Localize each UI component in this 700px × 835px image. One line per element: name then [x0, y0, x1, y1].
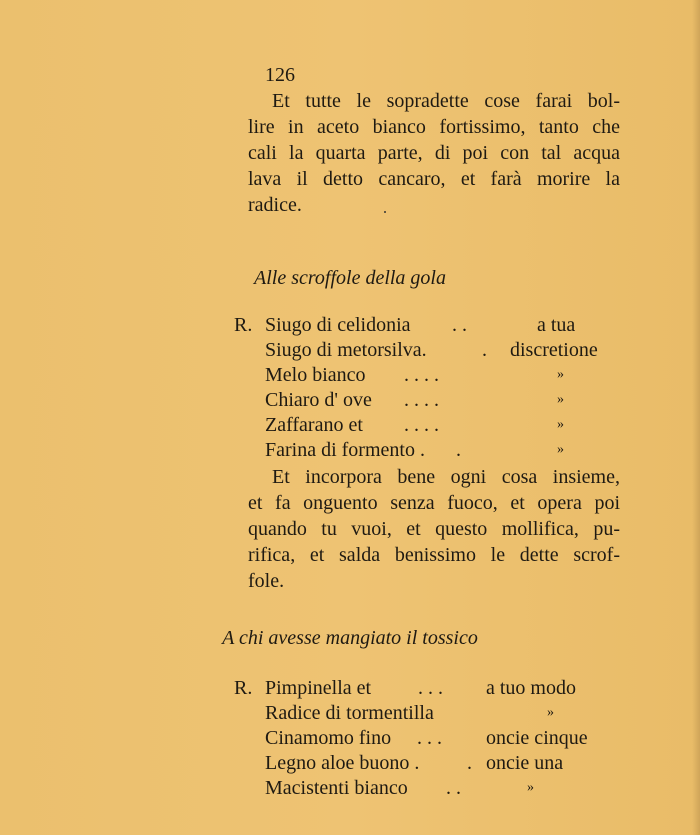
text-line: cali la quarta parte, di poi con tal acqua — [248, 142, 620, 164]
ingredient-quantity: » — [527, 780, 534, 795]
ingredient-quantity: » — [557, 392, 564, 407]
ingredient-name: Siugo di celidonia — [265, 314, 411, 336]
text-line: et fa onguento senza fuoco, et opera poi — [248, 492, 620, 514]
ingredient-name: Pimpinella et — [265, 677, 372, 699]
text-line: fole. — [248, 570, 285, 592]
ingredient-quantity: discretione — [510, 339, 598, 361]
ingredient-name: Zaffarano et — [265, 414, 363, 436]
ingredient-name: Radice di tormentilla — [265, 702, 434, 724]
ingredient-name: Siugo di metorsilva. — [265, 339, 427, 361]
ingredient-dots: . — [456, 439, 461, 461]
ingredient-quantity: » — [557, 367, 564, 382]
ingredient-name: Chiaro d' ove — [265, 389, 372, 411]
text-line: lire in aceto bianco fortissimo, tanto che — [248, 116, 620, 138]
ingredient-dots: . . — [452, 314, 467, 336]
text-line: radice. — [248, 194, 302, 216]
ingredient-dots: . . . — [417, 727, 442, 749]
ink-speck — [384, 211, 386, 213]
ingredient-quantity: a tuo modo — [486, 677, 576, 699]
ingredient-dots: . . . . — [404, 389, 439, 411]
ingredient-quantity: » — [557, 417, 564, 432]
ingredient-quantity: oncie una — [486, 752, 564, 774]
page-number: 126 — [265, 64, 295, 86]
recipe-prefix: R. — [234, 314, 253, 336]
ingredient-name: Melo bianco — [265, 364, 366, 386]
ingredient-name: Macistenti bianco — [265, 777, 408, 799]
ingredient-dots: . — [467, 752, 472, 774]
ingredient-name: Legno aloe buono . — [265, 752, 420, 774]
ingredient-quantity: » — [557, 442, 564, 457]
ingredient-dots: . . . — [418, 677, 443, 699]
text-line: Et tutte le sopradette cose farai bol- — [272, 90, 620, 112]
text-line: Et incorpora bene ogni cosa insieme, — [272, 466, 620, 488]
ingredient-name: Farina di formento . — [265, 439, 425, 461]
paragraph-1 — [248, 88, 620, 218]
page-edge-shadow — [692, 0, 700, 835]
ingredient-quantity: » — [547, 705, 554, 720]
ingredient-quantity: a tua — [537, 314, 576, 336]
paragraph-2 — [248, 464, 620, 594]
ingredient-dots: . . . . — [404, 414, 439, 436]
text-line: lava il detto cancaro, et farà morire la — [248, 168, 620, 190]
ingredient-name: Cinamomo fino — [265, 727, 392, 749]
section-heading-2: A chi avesse mangiato il tossico — [222, 627, 478, 649]
ingredient-dots: . . — [446, 777, 461, 799]
recipe-prefix: R. — [234, 677, 253, 699]
ingredient-dots: . — [482, 339, 487, 361]
section-heading-1: Alle scroffole della gola — [253, 267, 446, 289]
ingredient-dots: . . . . — [404, 364, 439, 386]
ingredient-quantity: oncie cinque — [486, 727, 588, 749]
text-line: rifica, et salda benissimo le dette scrof- — [248, 544, 620, 566]
text-line: quando tu vuoi, et questo mollifica, pu- — [248, 518, 620, 540]
